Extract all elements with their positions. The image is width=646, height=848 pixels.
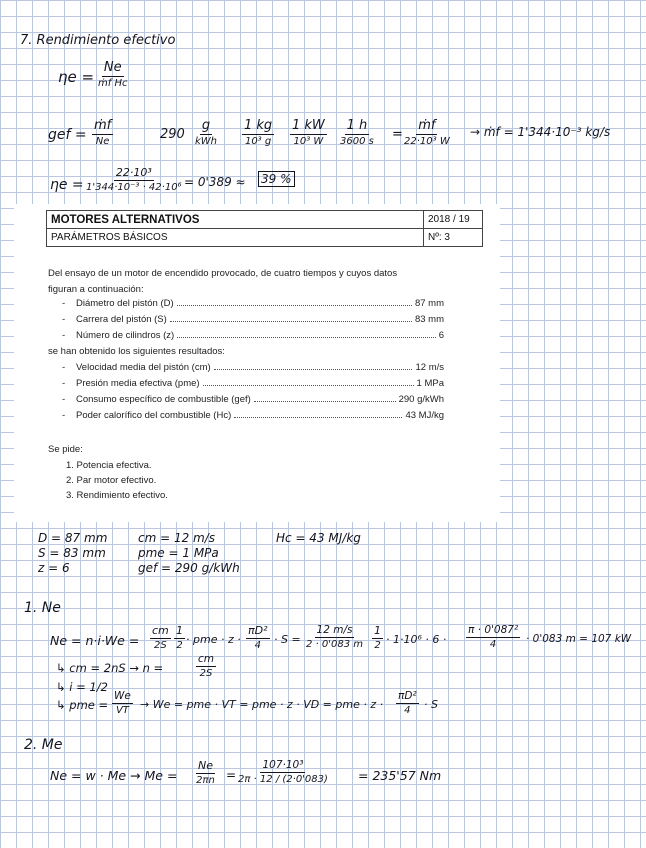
eta2-fraction bbox=[86, 166, 182, 193]
result-value: 43 MJ/kg bbox=[405, 410, 444, 421]
result-label: Consumo específico de combustible (gef) bbox=[76, 394, 251, 405]
gef-denominator: Ne bbox=[95, 136, 110, 147]
ne-mid2: · S = bbox=[274, 633, 301, 646]
me-frac-1-num: Ne bbox=[198, 759, 213, 772]
eta-denominator: ṁf Hc bbox=[98, 78, 128, 89]
conv-lead: 290 bbox=[160, 127, 185, 142]
ne-frac-5 bbox=[372, 624, 383, 651]
result-label: Presión media efectiva (pme) bbox=[76, 378, 200, 389]
gef-numerator: ṁf bbox=[94, 118, 112, 133]
section-7-title: 7. Rendimiento efectivo bbox=[20, 33, 176, 48]
eta2-den: 1'344·10⁻³ · 42·10⁶ bbox=[86, 182, 182, 193]
data-z: z = 6 bbox=[38, 561, 70, 575]
eta-numerator: Ne bbox=[103, 60, 122, 75]
ne-note-1-den: 2S bbox=[199, 668, 213, 679]
ne-frac-6-num: π · 0'087² bbox=[468, 624, 519, 636]
ne-frac-4-num: 12 m/s bbox=[316, 624, 353, 636]
me-frac-2-den: 2π · 12 / (2·0'083) bbox=[238, 774, 328, 785]
conv-1-den: kWh bbox=[195, 136, 218, 147]
ask-list bbox=[66, 460, 168, 505]
conv-fraction-3 bbox=[290, 118, 327, 147]
conv-2-num: 1 kg bbox=[244, 118, 273, 133]
result-label: Poder calorífico del combustible (Hc) bbox=[76, 410, 232, 421]
given-row: - Número de cilindros (z) 6 bbox=[62, 330, 444, 341]
eta2-value: = 0'389 ≈ bbox=[184, 175, 246, 189]
ne-note-3c: · S bbox=[424, 698, 438, 711]
given-value: 6 bbox=[438, 330, 444, 341]
me-frac-1-den: 2πn bbox=[196, 775, 215, 786]
result-row: - Velocidad media del pistón (cm) 12 m/s bbox=[62, 362, 444, 373]
ne-note-3-vol-frac bbox=[396, 690, 419, 716]
data-cm: cm = 12 m/s bbox=[138, 531, 216, 545]
eta2-boxed-result: 39 % bbox=[258, 171, 295, 187]
ask-label: Se pide: bbox=[48, 444, 83, 455]
ask-item: 3. Rendimiento efectivo. bbox=[66, 490, 168, 501]
ne-note-3-vol-num: πD² bbox=[398, 690, 417, 702]
conv-fraction-4 bbox=[340, 118, 374, 147]
conv-3-num: 1 kW bbox=[292, 118, 325, 133]
eta2-num: 22·10³ bbox=[115, 166, 152, 179]
conv-fraction-5 bbox=[404, 118, 450, 147]
header-subtitle: PARÁMETROS BÁSICOS bbox=[47, 229, 424, 247]
ne-note-3-frac bbox=[112, 690, 133, 716]
ask-item: 2. Par motor efectivo. bbox=[66, 475, 157, 486]
given-label: Diámetro del pistón (D) bbox=[76, 298, 174, 309]
ne-frac-1-num: cm bbox=[152, 624, 169, 637]
data-hc: Hc = 43 MJ/kg bbox=[276, 531, 361, 545]
data-pme: pme = 1 MPa bbox=[138, 546, 219, 560]
sheet-header bbox=[46, 210, 483, 247]
conv-fraction-1 bbox=[195, 118, 217, 147]
me-frac-2 bbox=[238, 759, 328, 785]
ne-note-3a: ↳ pme = bbox=[56, 698, 109, 712]
ne-frac-1 bbox=[150, 624, 171, 651]
ne-note-3b: → We = pme · VT = pme · z · VD = pme · z · bbox=[140, 698, 384, 711]
intro-line-2: figuran a continuación: bbox=[48, 284, 144, 295]
conv-equals: = bbox=[392, 127, 403, 142]
ne-note-2: ↳ i = 1/2 bbox=[56, 680, 108, 694]
conv-fraction-2 bbox=[242, 118, 274, 147]
problem-sheet bbox=[14, 204, 500, 522]
given-value: 83 mm bbox=[414, 314, 444, 325]
me-frac-2-num: 107·10³ bbox=[262, 759, 304, 771]
ne-note-1-frac bbox=[196, 653, 216, 679]
ne-frac-3-num: πD² bbox=[248, 624, 268, 637]
header-number: Nº: 3 bbox=[424, 229, 483, 247]
me-frac-1 bbox=[196, 759, 215, 786]
ne-note-3-den: VT bbox=[115, 705, 129, 716]
ne-frac-4 bbox=[306, 624, 363, 650]
results-intro: se han obtenido los siguientes resultados: bbox=[48, 346, 225, 357]
ne-note-1-num: cm bbox=[198, 653, 215, 665]
result-value: 290 g/kWh bbox=[398, 394, 444, 405]
given-label: Carrera del pistón (S) bbox=[76, 314, 167, 325]
given-row: - Carrera del pistón (S) 83 mm bbox=[62, 314, 444, 325]
data-gef: gef = 290 g/kWh bbox=[138, 561, 240, 575]
ne-frac-5-num: 1 bbox=[374, 624, 381, 637]
part1-title: 1. Ne bbox=[24, 600, 61, 616]
ne-frac-5-den: 2 bbox=[374, 640, 381, 651]
gef-fraction bbox=[92, 118, 113, 147]
conv-4-num: 1 h bbox=[346, 118, 368, 133]
me-result: = 235'57 Nm bbox=[358, 768, 442, 783]
ne-mid: · pme · z · bbox=[186, 633, 241, 646]
given-row: - Diámetro del pistón (D) 87 mm bbox=[62, 298, 444, 309]
header-year: 2018 / 19 bbox=[424, 211, 483, 229]
header-title: MOTORES ALTERNATIVOS bbox=[47, 211, 424, 229]
ne-value: · 0'083 m = 107 kW bbox=[526, 633, 632, 645]
conv-2-den: 10³ g bbox=[244, 136, 272, 147]
ne-frac-6-den: 4 bbox=[489, 639, 497, 650]
given-label: Número de cilindros (z) bbox=[76, 330, 175, 341]
given-value: 87 mm bbox=[414, 298, 444, 309]
ne-frac-3 bbox=[246, 624, 270, 651]
ne-frac-4-den: 2 · 0'083 m bbox=[306, 639, 364, 650]
conv-5-num: ṁf bbox=[418, 118, 436, 133]
ne-note-3-num: We bbox=[114, 690, 131, 702]
ne-lhs: Ne = n·i·We = bbox=[50, 633, 140, 648]
ne-frac-6 bbox=[466, 624, 520, 650]
ne-frac-2-den: 2 bbox=[176, 640, 183, 651]
eta-lhs: ηe = bbox=[58, 68, 95, 86]
conv-4-den: 3600 s bbox=[340, 136, 374, 147]
conv-5-den: 22·10³ W bbox=[404, 136, 450, 147]
conv-1-num: g bbox=[201, 118, 211, 133]
part2-title: 2. Me bbox=[24, 737, 63, 753]
ne-note-1: ↳ cm = 2nS → n = bbox=[56, 661, 164, 675]
ne-frac-1-den: 2S bbox=[154, 640, 167, 651]
data-s: S = 83 mm bbox=[38, 546, 106, 560]
gef-lhs: gef = bbox=[48, 127, 87, 143]
data-d: D = 87 mm bbox=[38, 531, 108, 545]
result-label: Velocidad media del pistón (cm) bbox=[76, 362, 211, 373]
result-value: 1 MPa bbox=[416, 378, 444, 389]
ne-frac-3-den: 4 bbox=[254, 640, 261, 651]
result-row: - Presión media efectiva (pme) 1 MPa bbox=[62, 378, 444, 389]
ask-item: 1. Potencia efectiva. bbox=[66, 460, 152, 471]
intro-line-1: Del ensayo de un motor de encendido provocado, de cuatro tiempos y cuyos datos bbox=[48, 268, 398, 279]
result-row: - Consumo específico de combustible (gef) 290 g/kWh bbox=[62, 394, 444, 405]
conv-3-den: 10³ W bbox=[293, 136, 324, 147]
ne-mid3: · 1·10⁶ · 6 · bbox=[386, 633, 447, 646]
ne-frac-2-num: 1 bbox=[176, 624, 183, 637]
me-equals: = bbox=[226, 768, 237, 782]
result-value: 12 m/s bbox=[415, 362, 444, 373]
eta-fraction bbox=[98, 60, 127, 89]
result-row: - Poder calorífico del combustible (Hc) 43 MJ/kg bbox=[62, 410, 444, 421]
me-lhs: Ne = w · Me → Me = bbox=[50, 768, 178, 783]
eta2-lhs: ηe = bbox=[50, 177, 84, 193]
ne-note-3-vol-den: 4 bbox=[404, 705, 411, 716]
mf-result: → ṁf = 1'344·10⁻³ kg/s bbox=[470, 125, 611, 139]
ne-frac-2 bbox=[174, 624, 185, 651]
